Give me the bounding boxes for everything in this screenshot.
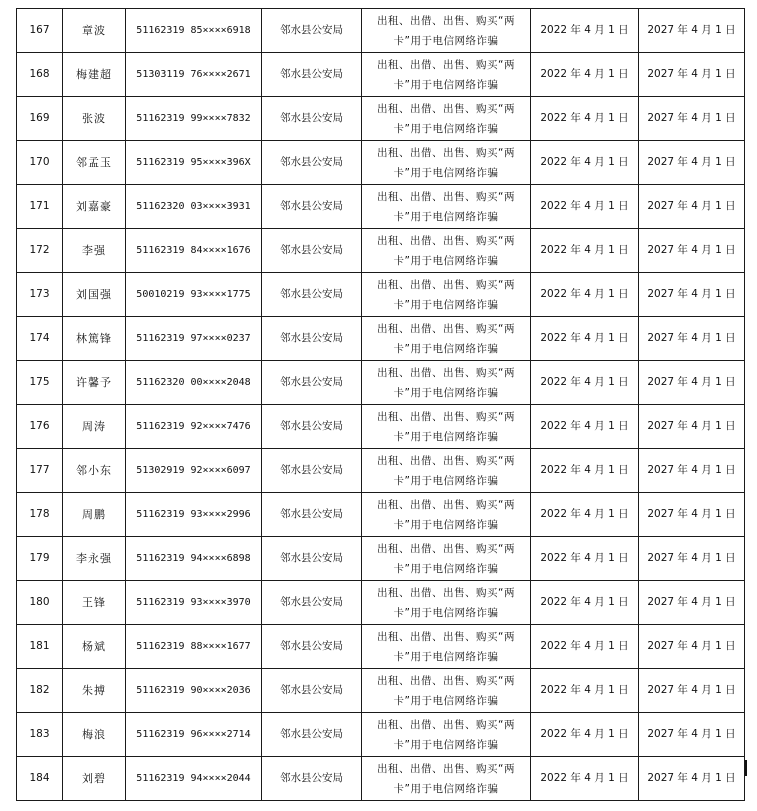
row-number: 171 xyxy=(17,185,63,229)
end-date: 2027 年 4 月 1 日 xyxy=(639,317,745,361)
agency: 邻水县公安局 xyxy=(262,141,362,185)
start-date: 2022 年 4 月 1 日 xyxy=(531,53,639,97)
end-date: 2027 年 4 月 1 日 xyxy=(639,141,745,185)
person-name: 刘碧 xyxy=(63,757,126,801)
reason xyxy=(362,581,531,625)
id-number: 51162319 99××××7832 xyxy=(126,97,262,141)
reason xyxy=(362,405,531,449)
agency: 邻水县公安局 xyxy=(262,53,362,97)
reason-line-1: 出租、出借、出售、购买“两 xyxy=(377,190,515,203)
id-number: 51162319 92××××7476 xyxy=(126,405,262,449)
reason-line-1: 出租、出借、出售、购买“两 xyxy=(377,718,515,731)
id-number: 51162319 97××××0237 xyxy=(126,317,262,361)
start-date: 2022 年 4 月 1 日 xyxy=(531,9,639,53)
end-date: 2027 年 4 月 1 日 xyxy=(639,625,745,669)
start-date: 2022 年 4 月 1 日 xyxy=(531,229,639,273)
reason-line-1: 出租、出借、出售、购买“两 xyxy=(377,454,515,467)
person-name: 许馨予 xyxy=(63,361,126,405)
person-name: 邻孟玉 xyxy=(63,141,126,185)
end-date: 2027 年 4 月 1 日 xyxy=(639,449,745,493)
agency: 邻水县公安局 xyxy=(262,625,362,669)
reason-line-2: 卡”用于电信网络诈骗 xyxy=(393,606,499,619)
reason-line-2: 卡”用于电信网络诈骗 xyxy=(393,562,499,575)
agency: 邻水县公安局 xyxy=(262,185,362,229)
id-number: 51162319 88××××1677 xyxy=(126,625,262,669)
row-number: 179 xyxy=(17,537,63,581)
reason xyxy=(362,625,531,669)
start-date: 2022 年 4 月 1 日 xyxy=(531,493,639,537)
table-row xyxy=(17,273,745,317)
agency: 邻水县公安局 xyxy=(262,405,362,449)
end-date: 2027 年 4 月 1 日 xyxy=(639,537,745,581)
end-date: 2027 年 4 月 1 日 xyxy=(639,493,745,537)
reason-line-2: 卡”用于电信网络诈骗 xyxy=(393,342,499,355)
start-date: 2022 年 4 月 1 日 xyxy=(531,185,639,229)
reason-line-2: 卡”用于电信网络诈骗 xyxy=(393,78,499,91)
table-row xyxy=(17,713,745,757)
person-name: 张波 xyxy=(63,97,126,141)
table-row xyxy=(17,625,745,669)
row-number: 180 xyxy=(17,581,63,625)
reason xyxy=(362,537,531,581)
reason xyxy=(362,185,531,229)
reason xyxy=(362,273,531,317)
row-number: 175 xyxy=(17,361,63,405)
reason-line-1: 出租、出借、出售、购买“两 xyxy=(377,14,515,27)
person-name: 刘国强 xyxy=(63,273,126,317)
reason-line-2: 卡”用于电信网络诈骗 xyxy=(393,166,499,179)
row-number: 172 xyxy=(17,229,63,273)
reason xyxy=(362,53,531,97)
reason-line-2: 卡”用于电信网络诈骗 xyxy=(393,694,499,707)
agency: 邻水县公安局 xyxy=(262,757,362,801)
reason xyxy=(362,9,531,53)
row-number: 183 xyxy=(17,713,63,757)
agency: 邻水县公安局 xyxy=(262,669,362,713)
person-name: 杨斌 xyxy=(63,625,126,669)
start-date: 2022 年 4 月 1 日 xyxy=(531,537,639,581)
table-row xyxy=(17,97,745,141)
reason xyxy=(362,757,531,801)
person-name: 朱搏 xyxy=(63,669,126,713)
agency: 邻水县公安局 xyxy=(262,229,362,273)
reason xyxy=(362,141,531,185)
start-date: 2022 年 4 月 1 日 xyxy=(531,405,639,449)
reason-line-2: 卡”用于电信网络诈骗 xyxy=(393,298,499,311)
reason-line-2: 卡”用于电信网络诈骗 xyxy=(393,210,499,223)
start-date: 2022 年 4 月 1 日 xyxy=(531,669,639,713)
person-name: 周鹏 xyxy=(63,493,126,537)
reason-line-2: 卡”用于电信网络诈骗 xyxy=(393,738,499,751)
records-table xyxy=(16,8,745,801)
reason-line-1: 出租、出借、出售、购买“两 xyxy=(377,146,515,159)
person-name: 刘嘉豪 xyxy=(63,185,126,229)
table-row xyxy=(17,361,745,405)
table-row xyxy=(17,449,745,493)
end-date: 2027 年 4 月 1 日 xyxy=(639,53,745,97)
id-number: 51162319 85××××6918 xyxy=(126,9,262,53)
agency: 邻水县公安局 xyxy=(262,97,362,141)
agency: 邻水县公安局 xyxy=(262,9,362,53)
reason-line-1: 出租、出借、出售、购买“两 xyxy=(377,322,515,335)
reason-line-1: 出租、出借、出售、购买“两 xyxy=(377,410,515,423)
agency: 邻水县公安局 xyxy=(262,493,362,537)
reason-line-1: 出租、出借、出售、购买“两 xyxy=(377,234,515,247)
reason-line-1: 出租、出借、出售、购买“两 xyxy=(377,674,515,687)
row-number: 178 xyxy=(17,493,63,537)
row-number: 177 xyxy=(17,449,63,493)
person-name: 邻小东 xyxy=(63,449,126,493)
reason-line-1: 出租、出借、出售、购买“两 xyxy=(377,366,515,379)
id-number: 51162320 00××××2048 xyxy=(126,361,262,405)
id-number: 51162319 93××××2996 xyxy=(126,493,262,537)
id-number: 51162319 95××××396X xyxy=(126,141,262,185)
id-number: 51162319 94××××6898 xyxy=(126,537,262,581)
end-date: 2027 年 4 月 1 日 xyxy=(639,405,745,449)
table-row xyxy=(17,9,745,53)
end-date: 2027 年 4 月 1 日 xyxy=(639,185,745,229)
end-date: 2027 年 4 月 1 日 xyxy=(639,361,745,405)
table-row xyxy=(17,185,745,229)
end-date: 2027 年 4 月 1 日 xyxy=(639,9,745,53)
agency: 邻水县公安局 xyxy=(262,317,362,361)
reason-line-2: 卡”用于电信网络诈骗 xyxy=(393,650,499,663)
start-date: 2022 年 4 月 1 日 xyxy=(531,757,639,801)
reason-line-1: 出租、出借、出售、购买“两 xyxy=(377,498,515,511)
table-row xyxy=(17,493,745,537)
table-row xyxy=(17,53,745,97)
row-number: 169 xyxy=(17,97,63,141)
reason xyxy=(362,669,531,713)
person-name: 林篤锋 xyxy=(63,317,126,361)
id-number: 51162319 94××××2044 xyxy=(126,757,262,801)
person-name: 章波 xyxy=(63,9,126,53)
agency: 邻水县公安局 xyxy=(262,537,362,581)
reason-line-2: 卡”用于电信网络诈骗 xyxy=(393,474,499,487)
end-date: 2027 年 4 月 1 日 xyxy=(639,229,745,273)
page-edge-mark xyxy=(745,760,747,776)
end-date: 2027 年 4 月 1 日 xyxy=(639,757,745,801)
table-row xyxy=(17,537,745,581)
reason xyxy=(362,713,531,757)
start-date: 2022 年 4 月 1 日 xyxy=(531,141,639,185)
row-number: 174 xyxy=(17,317,63,361)
reason-line-2: 卡”用于电信网络诈骗 xyxy=(393,122,499,135)
reason-line-2: 卡”用于电信网络诈骗 xyxy=(393,518,499,531)
person-name: 梅浪 xyxy=(63,713,126,757)
table-row xyxy=(17,141,745,185)
id-number: 51162319 84××××1676 xyxy=(126,229,262,273)
table-row xyxy=(17,757,745,801)
reason-line-2: 卡”用于电信网络诈骗 xyxy=(393,430,499,443)
end-date: 2027 年 4 月 1 日 xyxy=(639,581,745,625)
row-number: 167 xyxy=(17,9,63,53)
start-date: 2022 年 4 月 1 日 xyxy=(531,317,639,361)
person-name: 王锋 xyxy=(63,581,126,625)
start-date: 2022 年 4 月 1 日 xyxy=(531,713,639,757)
table-row xyxy=(17,405,745,449)
row-number: 184 xyxy=(17,757,63,801)
start-date: 2022 年 4 月 1 日 xyxy=(531,273,639,317)
row-number: 181 xyxy=(17,625,63,669)
start-date: 2022 年 4 月 1 日 xyxy=(531,625,639,669)
reason-line-1: 出租、出借、出售、购买“两 xyxy=(377,630,515,643)
reason-line-2: 卡”用于电信网络诈骗 xyxy=(393,34,499,47)
id-number: 51162320 03××××3931 xyxy=(126,185,262,229)
reason-line-1: 出租、出借、出售、购买“两 xyxy=(377,58,515,71)
person-name: 周涛 xyxy=(63,405,126,449)
reason xyxy=(362,361,531,405)
reason-line-1: 出租、出借、出售、购买“两 xyxy=(377,762,515,775)
row-number: 182 xyxy=(17,669,63,713)
reason-line-1: 出租、出借、出售、购买“两 xyxy=(377,586,515,599)
reason xyxy=(362,317,531,361)
end-date: 2027 年 4 月 1 日 xyxy=(639,273,745,317)
agency: 邻水县公安局 xyxy=(262,273,362,317)
row-number: 173 xyxy=(17,273,63,317)
reason xyxy=(362,449,531,493)
table-row xyxy=(17,317,745,361)
start-date: 2022 年 4 月 1 日 xyxy=(531,449,639,493)
id-number: 51162319 90××××2036 xyxy=(126,669,262,713)
reason xyxy=(362,97,531,141)
start-date: 2022 年 4 月 1 日 xyxy=(531,97,639,141)
table-row xyxy=(17,669,745,713)
reason-line-1: 出租、出借、出售、购买“两 xyxy=(377,542,515,555)
agency: 邻水县公安局 xyxy=(262,581,362,625)
row-number: 170 xyxy=(17,141,63,185)
person-name: 梅建超 xyxy=(63,53,126,97)
table-row xyxy=(17,581,745,625)
table-body xyxy=(17,9,745,801)
person-name: 李永强 xyxy=(63,537,126,581)
end-date: 2027 年 4 月 1 日 xyxy=(639,713,745,757)
start-date: 2022 年 4 月 1 日 xyxy=(531,581,639,625)
reason-line-1: 出租、出借、出售、购买“两 xyxy=(377,102,515,115)
reason-line-2: 卡”用于电信网络诈骗 xyxy=(393,386,499,399)
id-number: 51162319 93××××3970 xyxy=(126,581,262,625)
row-number: 168 xyxy=(17,53,63,97)
id-number: 51303119 76××××2671 xyxy=(126,53,262,97)
reason xyxy=(362,229,531,273)
start-date: 2022 年 4 月 1 日 xyxy=(531,361,639,405)
end-date: 2027 年 4 月 1 日 xyxy=(639,669,745,713)
end-date: 2027 年 4 月 1 日 xyxy=(639,97,745,141)
person-name: 李强 xyxy=(63,229,126,273)
reason xyxy=(362,493,531,537)
agency: 邻水县公安局 xyxy=(262,713,362,757)
reason-line-2: 卡”用于电信网络诈骗 xyxy=(393,254,499,267)
id-number: 51162319 96××××2714 xyxy=(126,713,262,757)
reason-line-1: 出租、出借、出售、购买“两 xyxy=(377,278,515,291)
agency: 邻水县公安局 xyxy=(262,361,362,405)
id-number: 50010219 93××××1775 xyxy=(126,273,262,317)
id-number: 51302919 92××××6097 xyxy=(126,449,262,493)
row-number: 176 xyxy=(17,405,63,449)
reason-line-2: 卡”用于电信网络诈骗 xyxy=(393,782,499,795)
table-row xyxy=(17,229,745,273)
agency: 邻水县公安局 xyxy=(262,449,362,493)
